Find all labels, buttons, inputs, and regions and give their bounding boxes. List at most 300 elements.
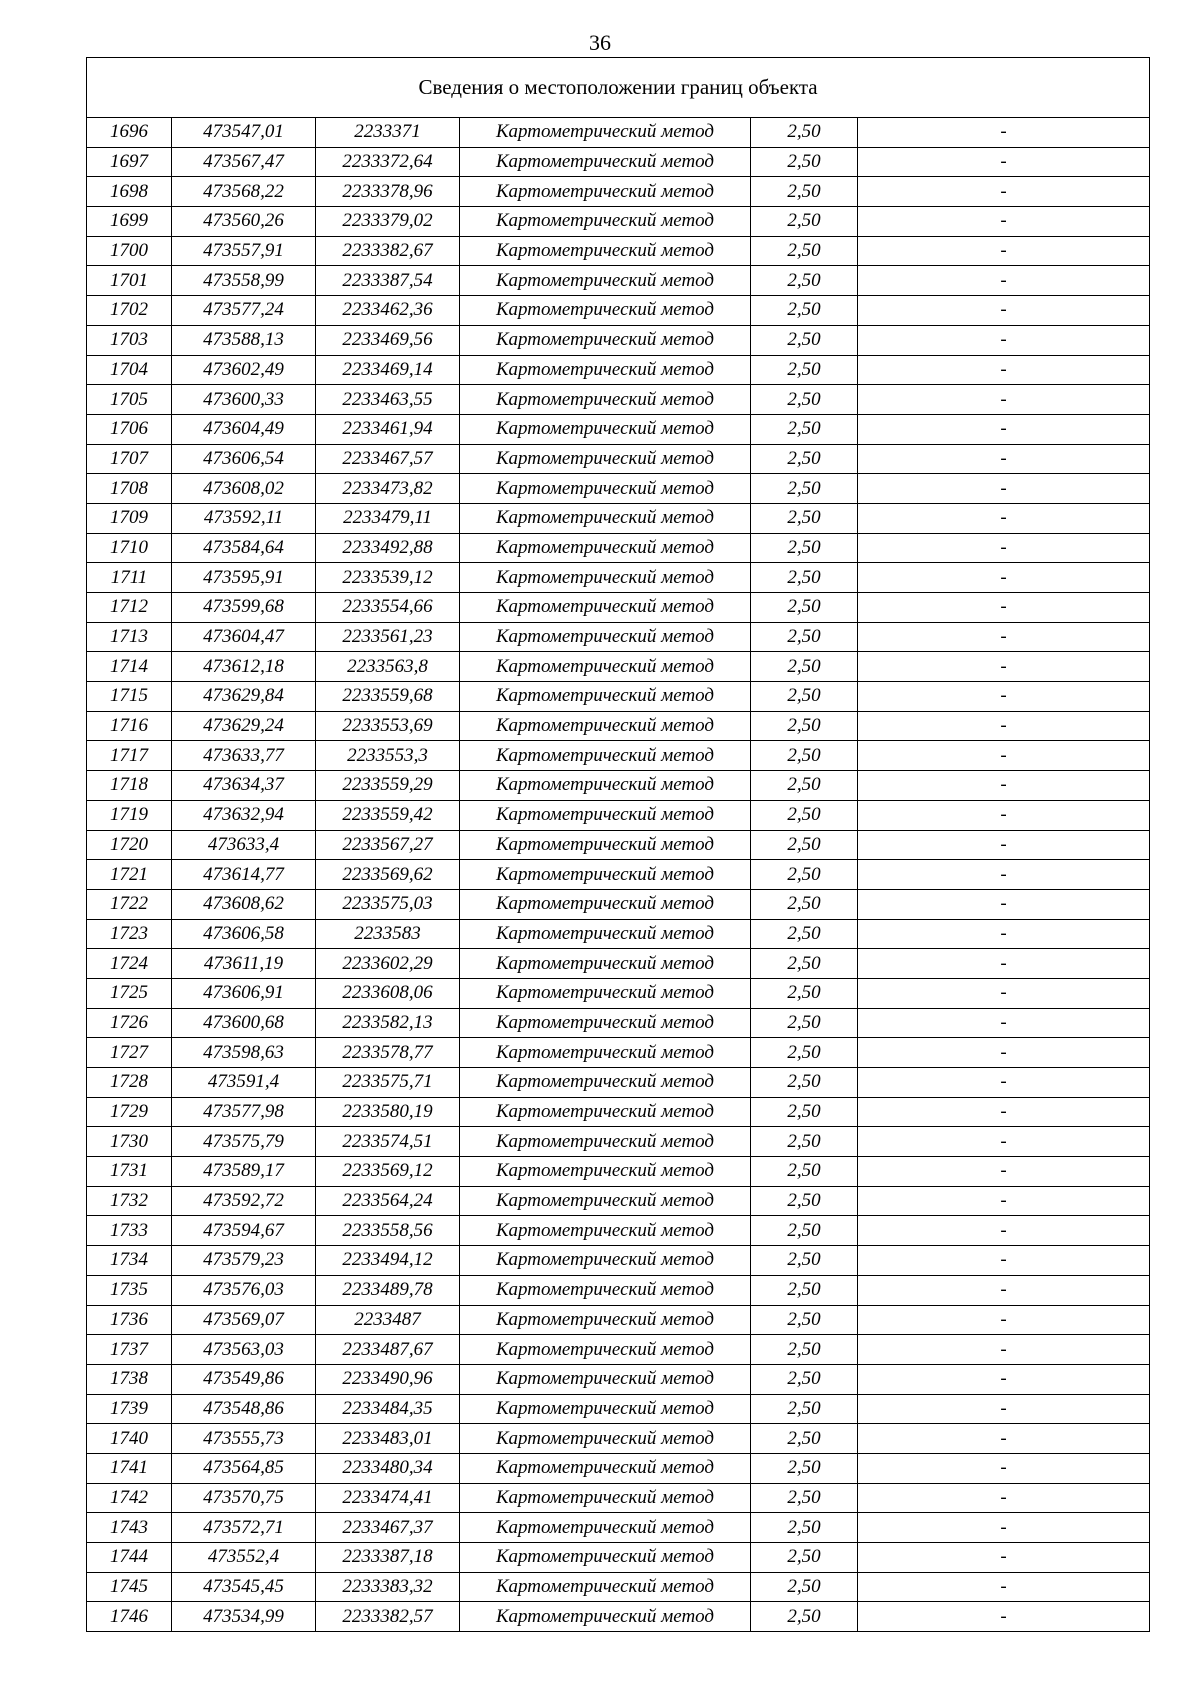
cell-method: Картометрический метод [460, 711, 751, 741]
cell-method: Картометрический метод [460, 1068, 751, 1098]
cell-accuracy: 2,50 [751, 474, 858, 504]
table-row [87, 1186, 1150, 1216]
cell-point-number: 1700 [87, 236, 172, 266]
table-row [87, 355, 1150, 385]
cell-accuracy: 2,50 [751, 236, 858, 266]
cell-description: - [858, 1216, 1150, 1246]
cell-method: Картометрический метод [460, 741, 751, 771]
table-row [87, 622, 1150, 652]
table-row [87, 1008, 1150, 1038]
cell-coord-x: 473548,86 [172, 1394, 316, 1424]
cell-accuracy: 2,50 [751, 563, 858, 593]
cell-description: - [858, 207, 1150, 237]
cell-coord-x: 473564,85 [172, 1453, 316, 1483]
cell-description: - [858, 1038, 1150, 1068]
cell-point-number: 1742 [87, 1483, 172, 1513]
cell-description: - [858, 919, 1150, 949]
cell-coord-y: 2233463,55 [316, 385, 460, 415]
cell-description: - [858, 296, 1150, 326]
cell-point-number: 1719 [87, 800, 172, 830]
cell-description: - [858, 1602, 1150, 1632]
cell-coord-x: 473545,45 [172, 1572, 316, 1602]
cell-description: - [858, 1068, 1150, 1098]
cell-point-number: 1728 [87, 1068, 172, 1098]
table-row [87, 503, 1150, 533]
cell-coord-y: 2233382,67 [316, 236, 460, 266]
cell-point-number: 1714 [87, 652, 172, 682]
table-row [87, 1216, 1150, 1246]
cell-point-number: 1701 [87, 266, 172, 296]
cell-coord-y: 2233383,32 [316, 1572, 460, 1602]
cell-coord-y: 2233382,57 [316, 1602, 460, 1632]
cell-method: Картометрический метод [460, 1305, 751, 1335]
cell-description: - [858, 1453, 1150, 1483]
cell-coord-x: 473575,79 [172, 1127, 316, 1157]
cell-coord-x: 473572,71 [172, 1513, 316, 1543]
cell-accuracy: 2,50 [751, 1157, 858, 1187]
cell-coord-y: 2233578,77 [316, 1038, 460, 1068]
cell-method: Картометрический метод [460, 385, 751, 415]
table-row [87, 593, 1150, 623]
cell-accuracy: 2,50 [751, 889, 858, 919]
cell-method: Картометрический метод [460, 533, 751, 563]
cell-accuracy: 2,50 [751, 1394, 858, 1424]
cell-coord-y: 2233602,29 [316, 949, 460, 979]
cell-point-number: 1733 [87, 1216, 172, 1246]
cell-coord-x: 473588,13 [172, 325, 316, 355]
table-row [87, 741, 1150, 771]
cell-description: - [858, 860, 1150, 890]
cell-description: - [858, 682, 1150, 712]
boundary-coordinates-table [86, 57, 1150, 1632]
cell-coord-y: 2233378,96 [316, 177, 460, 207]
cell-method: Картометрический метод [460, 1186, 751, 1216]
cell-coord-y: 2233553,3 [316, 741, 460, 771]
cell-description: - [858, 444, 1150, 474]
cell-coord-x: 473595,91 [172, 563, 316, 593]
cell-coord-y: 2233569,62 [316, 860, 460, 890]
cell-coord-y: 2233371 [316, 118, 460, 148]
cell-point-number: 1704 [87, 355, 172, 385]
cell-coord-x: 473567,47 [172, 147, 316, 177]
cell-accuracy: 2,50 [751, 1513, 858, 1543]
cell-coord-x: 473600,33 [172, 385, 316, 415]
cell-coord-y: 2233583 [316, 919, 460, 949]
cell-method: Картометрический метод [460, 1097, 751, 1127]
cell-coord-x: 473591,4 [172, 1068, 316, 1098]
cell-accuracy: 2,50 [751, 860, 858, 890]
cell-coord-x: 473577,98 [172, 1097, 316, 1127]
cell-coord-x: 473611,19 [172, 949, 316, 979]
table-row [87, 1335, 1150, 1365]
cell-point-number: 1738 [87, 1364, 172, 1394]
cell-accuracy: 2,50 [751, 1068, 858, 1098]
cell-point-number: 1698 [87, 177, 172, 207]
cell-coord-y: 2233489,78 [316, 1275, 460, 1305]
cell-coord-x: 473612,18 [172, 652, 316, 682]
cell-accuracy: 2,50 [751, 1246, 858, 1276]
table-row [87, 682, 1150, 712]
cell-method: Картометрический метод [460, 1157, 751, 1187]
cell-method: Картометрический метод [460, 414, 751, 444]
cell-coord-x: 473577,24 [172, 296, 316, 326]
cell-point-number: 1745 [87, 1572, 172, 1602]
cell-accuracy: 2,50 [751, 444, 858, 474]
cell-coord-x: 473555,73 [172, 1424, 316, 1454]
cell-point-number: 1707 [87, 444, 172, 474]
cell-coord-y: 2233559,29 [316, 771, 460, 801]
cell-accuracy: 2,50 [751, 1008, 858, 1038]
table-row [87, 1602, 1150, 1632]
cell-method: Картометрический метод [460, 919, 751, 949]
cell-description: - [858, 1275, 1150, 1305]
cell-coord-y: 2233487,67 [316, 1335, 460, 1365]
table-row [87, 1424, 1150, 1454]
table-row [87, 771, 1150, 801]
cell-coord-x: 473604,49 [172, 414, 316, 444]
cell-accuracy: 2,50 [751, 1424, 858, 1454]
table-row [87, 830, 1150, 860]
table-row [87, 1097, 1150, 1127]
cell-method: Картометрический метод [460, 563, 751, 593]
table-row [87, 1543, 1150, 1573]
cell-accuracy: 2,50 [751, 1364, 858, 1394]
cell-point-number: 1716 [87, 711, 172, 741]
cell-accuracy: 2,50 [751, 385, 858, 415]
cell-coord-y: 2233487 [316, 1305, 460, 1335]
cell-coord-y: 2233580,19 [316, 1097, 460, 1127]
cell-accuracy: 2,50 [751, 1453, 858, 1483]
cell-coord-y: 2233539,12 [316, 563, 460, 593]
cell-accuracy: 2,50 [751, 949, 858, 979]
cell-description: - [858, 266, 1150, 296]
cell-method: Картометрический метод [460, 118, 751, 148]
cell-coord-y: 2233554,66 [316, 593, 460, 623]
table-row [87, 949, 1150, 979]
cell-point-number: 1732 [87, 1186, 172, 1216]
cell-description: - [858, 1127, 1150, 1157]
table-row [87, 296, 1150, 326]
table-row [87, 474, 1150, 504]
cell-point-number: 1743 [87, 1513, 172, 1543]
cell-method: Картометрический метод [460, 771, 751, 801]
cell-coord-x: 473606,58 [172, 919, 316, 949]
cell-coord-y: 2233387,18 [316, 1543, 460, 1573]
cell-description: - [858, 503, 1150, 533]
cell-description: - [858, 711, 1150, 741]
table-row [87, 1305, 1150, 1335]
cell-accuracy: 2,50 [751, 741, 858, 771]
cell-coord-x: 473552,4 [172, 1543, 316, 1573]
cell-method: Картометрический метод [460, 889, 751, 919]
cell-point-number: 1710 [87, 533, 172, 563]
cell-coord-y: 2233461,94 [316, 414, 460, 444]
cell-coord-x: 473606,54 [172, 444, 316, 474]
cell-point-number: 1724 [87, 949, 172, 979]
table-row [87, 236, 1150, 266]
cell-accuracy: 2,50 [751, 147, 858, 177]
cell-coord-x: 473634,37 [172, 771, 316, 801]
table-row [87, 533, 1150, 563]
cell-point-number: 1740 [87, 1424, 172, 1454]
cell-point-number: 1715 [87, 682, 172, 712]
cell-coord-x: 473579,23 [172, 1246, 316, 1276]
cell-accuracy: 2,50 [751, 652, 858, 682]
cell-description: - [858, 1335, 1150, 1365]
cell-method: Картометрический метод [460, 593, 751, 623]
cell-coord-y: 2233564,24 [316, 1186, 460, 1216]
cell-accuracy: 2,50 [751, 1186, 858, 1216]
cell-coord-y: 2233494,12 [316, 1246, 460, 1276]
table-row [87, 325, 1150, 355]
cell-method: Картометрический метод [460, 1216, 751, 1246]
cell-description: - [858, 1513, 1150, 1543]
cell-accuracy: 2,50 [751, 1572, 858, 1602]
table-row [87, 1364, 1150, 1394]
table-row [87, 177, 1150, 207]
cell-description: - [858, 949, 1150, 979]
cell-coord-x: 473608,02 [172, 474, 316, 504]
cell-coord-x: 473604,47 [172, 622, 316, 652]
cell-method: Картометрический метод [460, 207, 751, 237]
cell-coord-x: 473633,4 [172, 830, 316, 860]
table-row [87, 800, 1150, 830]
cell-accuracy: 2,50 [751, 711, 858, 741]
cell-coord-x: 473633,77 [172, 741, 316, 771]
table-row [87, 1453, 1150, 1483]
table-body [87, 58, 1150, 1632]
cell-coord-y: 2233582,13 [316, 1008, 460, 1038]
cell-coord-x: 473606,91 [172, 978, 316, 1008]
cell-method: Картометрический метод [460, 1453, 751, 1483]
cell-accuracy: 2,50 [751, 533, 858, 563]
cell-coord-y: 2233574,51 [316, 1127, 460, 1157]
table-row [87, 1068, 1150, 1098]
cell-point-number: 1725 [87, 978, 172, 1008]
cell-coord-y: 2233467,57 [316, 444, 460, 474]
cell-coord-y: 2233372,64 [316, 147, 460, 177]
cell-method: Картометрический метод [460, 1038, 751, 1068]
cell-coord-x: 473614,77 [172, 860, 316, 890]
cell-method: Картометрический метод [460, 266, 751, 296]
cell-coord-y: 2233469,14 [316, 355, 460, 385]
cell-description: - [858, 978, 1150, 1008]
cell-point-number: 1705 [87, 385, 172, 415]
cell-coord-y: 2233490,96 [316, 1364, 460, 1394]
cell-point-number: 1729 [87, 1097, 172, 1127]
table-row [87, 414, 1150, 444]
cell-method: Картометрический метод [460, 622, 751, 652]
cell-accuracy: 2,50 [751, 503, 858, 533]
cell-method: Картометрический метод [460, 1394, 751, 1424]
cell-description: - [858, 830, 1150, 860]
table-row [87, 118, 1150, 148]
cell-point-number: 1706 [87, 414, 172, 444]
cell-method: Картометрический метод [460, 296, 751, 326]
cell-method: Картометрический метод [460, 1008, 751, 1038]
cell-method: Картометрический метод [460, 1364, 751, 1394]
cell-description: - [858, 414, 1150, 444]
cell-coord-y: 2233558,56 [316, 1216, 460, 1246]
cell-method: Картометрический метод [460, 978, 751, 1008]
table-row [87, 1246, 1150, 1276]
table-row [87, 1483, 1150, 1513]
cell-coord-x: 473599,68 [172, 593, 316, 623]
cell-coord-x: 473569,07 [172, 1305, 316, 1335]
cell-coord-y: 2233387,54 [316, 266, 460, 296]
cell-method: Картометрический метод [460, 1335, 751, 1365]
cell-method: Картометрический метод [460, 1127, 751, 1157]
cell-description: - [858, 563, 1150, 593]
cell-coord-y: 2233379,02 [316, 207, 460, 237]
table-row [87, 889, 1150, 919]
cell-point-number: 1703 [87, 325, 172, 355]
table-row [87, 1572, 1150, 1602]
cell-method: Картометрический метод [460, 949, 751, 979]
cell-method: Картометрический метод [460, 236, 751, 266]
cell-coord-y: 2233480,34 [316, 1453, 460, 1483]
cell-point-number: 1722 [87, 889, 172, 919]
cell-point-number: 1730 [87, 1127, 172, 1157]
cell-coord-x: 473558,99 [172, 266, 316, 296]
cell-coord-x: 473629,24 [172, 711, 316, 741]
table-row [87, 919, 1150, 949]
cell-point-number: 1718 [87, 771, 172, 801]
cell-description: - [858, 1483, 1150, 1513]
cell-coord-x: 473563,03 [172, 1335, 316, 1365]
cell-coord-x: 473589,17 [172, 1157, 316, 1187]
cell-point-number: 1702 [87, 296, 172, 326]
cell-coord-y: 2233575,71 [316, 1068, 460, 1098]
cell-accuracy: 2,50 [751, 771, 858, 801]
cell-coord-y: 2233484,35 [316, 1394, 460, 1424]
cell-coord-y: 2233473,82 [316, 474, 460, 504]
cell-description: - [858, 1157, 1150, 1187]
cell-accuracy: 2,50 [751, 622, 858, 652]
cell-point-number: 1721 [87, 860, 172, 890]
cell-coord-y: 2233569,12 [316, 1157, 460, 1187]
cell-point-number: 1734 [87, 1246, 172, 1276]
cell-coord-y: 2233575,03 [316, 889, 460, 919]
table-row [87, 444, 1150, 474]
cell-point-number: 1727 [87, 1038, 172, 1068]
cell-method: Картометрический метод [460, 1543, 751, 1573]
cell-method: Картометрический метод [460, 1513, 751, 1543]
cell-accuracy: 2,50 [751, 1038, 858, 1068]
cell-description: - [858, 1543, 1150, 1573]
page-number: 36 [589, 30, 611, 55]
cell-description: - [858, 800, 1150, 830]
cell-description: - [858, 1186, 1150, 1216]
cell-accuracy: 2,50 [751, 978, 858, 1008]
cell-coord-x: 473557,91 [172, 236, 316, 266]
cell-coord-x: 473547,01 [172, 118, 316, 148]
cell-description: - [858, 118, 1150, 148]
table-row [87, 1127, 1150, 1157]
cell-method: Картометрический метод [460, 800, 751, 830]
cell-coord-y: 2233553,69 [316, 711, 460, 741]
cell-point-number: 1723 [87, 919, 172, 949]
cell-accuracy: 2,50 [751, 296, 858, 326]
cell-coord-x: 473602,49 [172, 355, 316, 385]
cell-description: - [858, 1424, 1150, 1454]
cell-accuracy: 2,50 [751, 325, 858, 355]
cell-method: Картометрический метод [460, 474, 751, 504]
cell-accuracy: 2,50 [751, 207, 858, 237]
cell-accuracy: 2,50 [751, 1335, 858, 1365]
cell-coord-x: 473594,67 [172, 1216, 316, 1246]
cell-method: Картометрический метод [460, 860, 751, 890]
table-row [87, 652, 1150, 682]
cell-accuracy: 2,50 [751, 682, 858, 712]
cell-point-number: 1737 [87, 1335, 172, 1365]
cell-coord-x: 473592,11 [172, 503, 316, 533]
cell-coord-y: 2233492,88 [316, 533, 460, 563]
cell-description: - [858, 1394, 1150, 1424]
cell-coord-x: 473608,62 [172, 889, 316, 919]
cell-accuracy: 2,50 [751, 266, 858, 296]
table-row [87, 978, 1150, 1008]
cell-point-number: 1697 [87, 147, 172, 177]
table-row [87, 147, 1150, 177]
cell-description: - [858, 771, 1150, 801]
cell-description: - [858, 593, 1150, 623]
cell-method: Картометрический метод [460, 830, 751, 860]
cell-point-number: 1712 [87, 593, 172, 623]
table-row [87, 266, 1150, 296]
cell-coord-x: 473576,03 [172, 1275, 316, 1305]
cell-method: Картометрический метод [460, 325, 751, 355]
cell-accuracy: 2,50 [751, 1483, 858, 1513]
cell-description: - [858, 355, 1150, 385]
cell-point-number: 1696 [87, 118, 172, 148]
cell-point-number: 1746 [87, 1602, 172, 1632]
cell-point-number: 1744 [87, 1543, 172, 1573]
cell-coord-x: 473632,94 [172, 800, 316, 830]
cell-accuracy: 2,50 [751, 1305, 858, 1335]
cell-method: Картометрический метод [460, 1572, 751, 1602]
cell-description: - [858, 741, 1150, 771]
cell-point-number: 1711 [87, 563, 172, 593]
cell-description: - [858, 325, 1150, 355]
cell-point-number: 1699 [87, 207, 172, 237]
cell-method: Картометрический метод [460, 355, 751, 385]
cell-accuracy: 2,50 [751, 414, 858, 444]
cell-point-number: 1735 [87, 1275, 172, 1305]
cell-coord-x: 473600,68 [172, 1008, 316, 1038]
table-row [87, 711, 1150, 741]
table-title-row [87, 58, 1150, 118]
table-title: Сведения о местоположении границ объекта [87, 58, 1150, 118]
cell-description: - [858, 1572, 1150, 1602]
cell-accuracy: 2,50 [751, 593, 858, 623]
cell-method: Картометрический метод [460, 1602, 751, 1632]
table-row [87, 860, 1150, 890]
cell-coord-x: 473598,63 [172, 1038, 316, 1068]
cell-point-number: 1717 [87, 741, 172, 771]
cell-point-number: 1709 [87, 503, 172, 533]
cell-method: Картометрический метод [460, 444, 751, 474]
cell-point-number: 1720 [87, 830, 172, 860]
cell-coord-x: 473568,22 [172, 177, 316, 207]
cell-description: - [858, 1364, 1150, 1394]
cell-accuracy: 2,50 [751, 919, 858, 949]
cell-description: - [858, 236, 1150, 266]
cell-accuracy: 2,50 [751, 800, 858, 830]
table-row [87, 1275, 1150, 1305]
table-row [87, 207, 1150, 237]
cell-coord-y: 2233479,11 [316, 503, 460, 533]
